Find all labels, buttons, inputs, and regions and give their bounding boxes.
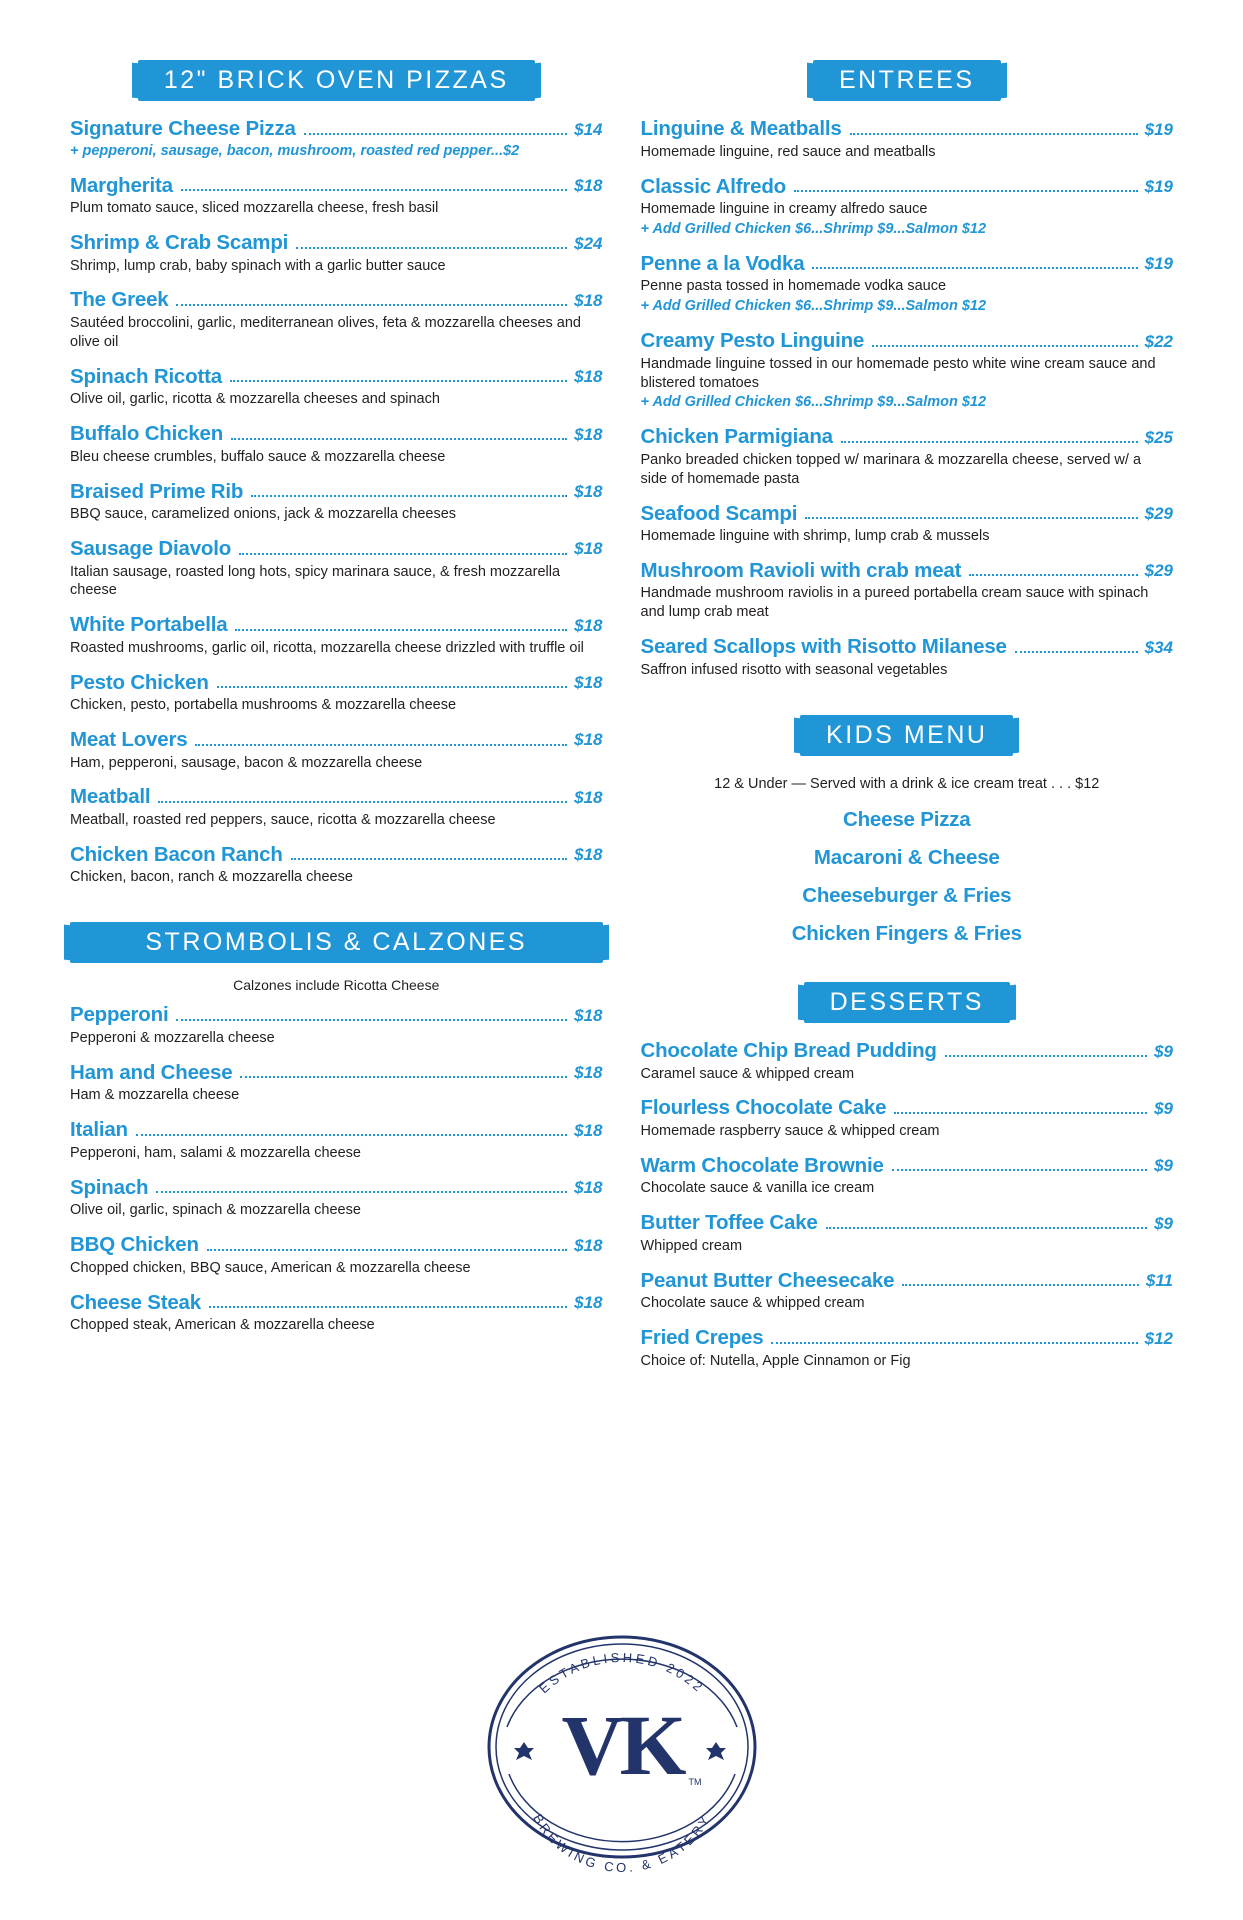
menu-item bbox=[641, 252, 1174, 316]
menu-item-price: $18 bbox=[574, 539, 603, 559]
menu-item-price: $9 bbox=[1154, 1041, 1173, 1061]
menu-item-name: Flourless Chocolate Cake bbox=[640, 1096, 887, 1120]
menu-item-description: Penne pasta tossed in homemade vodka sauce bbox=[640, 278, 947, 295]
kids-menu-item: Cheeseburger & Fries bbox=[802, 883, 1012, 907]
menu-item-name: Butter Toffee Cake bbox=[640, 1211, 818, 1235]
kids-menu-note: 12 & Under — Served with a drink & ice cream treat . . . $12 bbox=[714, 775, 1100, 792]
leader-dots bbox=[156, 1190, 567, 1193]
menu-item-price: $18 bbox=[574, 730, 603, 750]
leader-dots bbox=[240, 1075, 567, 1078]
menu-item bbox=[70, 671, 603, 715]
menu-item-addons: + Add Grilled Chicken $6...Shrimp $9...Salmon $12 bbox=[640, 298, 987, 315]
star-icon bbox=[706, 1742, 726, 1760]
menu-item-price: $18 bbox=[574, 1005, 603, 1025]
menu-item-head bbox=[70, 671, 603, 695]
logo-established-text: ESTABLISHED 2022 bbox=[535, 1649, 708, 1697]
menu-item-description: Ham & mozzarella cheese bbox=[70, 1087, 240, 1104]
menu-item-price: $18 bbox=[574, 367, 603, 387]
leader-dots bbox=[812, 266, 1137, 269]
menu-item-price: $25 bbox=[1144, 427, 1173, 447]
leader-dots bbox=[235, 628, 567, 631]
entrees-banner-wrap bbox=[641, 60, 1174, 111]
menu-item bbox=[70, 422, 603, 466]
logo-monogram: VK bbox=[561, 1697, 682, 1793]
leader-dots bbox=[217, 685, 567, 688]
menu-item-head bbox=[641, 1096, 1174, 1120]
menu-item-name: Braised Prime Rib bbox=[70, 479, 244, 503]
menu-item bbox=[70, 613, 603, 657]
menu-item-head bbox=[70, 785, 603, 809]
kids-menu-item: Chicken Fingers & Fries bbox=[791, 921, 1022, 945]
menu-item-name: Signature Cheese Pizza bbox=[70, 117, 296, 141]
menu-item-description: Sautéed broccolini, garlic, mediterranean olives, feta & mozzarella cheeses and olive oil bbox=[70, 315, 581, 350]
menu-item-name: Sausage Diavolo bbox=[70, 536, 232, 560]
menu-item-description: Italian sausage, roasted long hots, spicy marinara sauce, & fresh mozzarella cheese bbox=[70, 563, 561, 599]
star-icon bbox=[514, 1742, 534, 1760]
leader-dots bbox=[251, 494, 567, 497]
menu-item-head bbox=[70, 422, 603, 446]
menu-item-head bbox=[641, 117, 1174, 141]
menu-item-head bbox=[641, 1039, 1174, 1063]
menu-item bbox=[70, 1233, 603, 1277]
menu-item-description: Handmade mushroom raviolis in a pureed portabella cream sauce with spinach and lump crab meat bbox=[640, 585, 1149, 621]
menu-item-head bbox=[70, 1061, 603, 1085]
menu-item-name: Chicken Parmigiana bbox=[640, 425, 833, 449]
menu-item bbox=[641, 559, 1174, 622]
menu-item-description: Panko breaded chicken topped w/ marinara & mozzarella cheese, served w/ a side of homemade pasta bbox=[640, 451, 1142, 487]
menu-item-name: Meat Lovers bbox=[70, 728, 188, 751]
menu-item-description: Homemade raspberry sauce & whipped cream bbox=[640, 1123, 940, 1140]
stromboli-items bbox=[70, 1003, 603, 1334]
menu-item-price: $9 bbox=[1154, 1156, 1173, 1176]
dessert-items bbox=[641, 1039, 1174, 1370]
menu-item-price: $29 bbox=[1144, 561, 1173, 581]
menu-item-description: Roasted mushrooms, garlic oil, ricotta, mozzarella cheese drizzled with truffle oil bbox=[70, 639, 584, 656]
menu-item-description: Handmade linguine tossed in our homemade pesto white wine cream sauce and blistered tomatoes bbox=[640, 355, 1156, 391]
section-header-pizzas: 12" BRICK OVEN PIZZAS bbox=[138, 60, 535, 101]
menu-item-price: $19 bbox=[1144, 119, 1173, 139]
kids-menu-item: Cheese Pizza bbox=[843, 807, 971, 831]
menu-item bbox=[641, 635, 1174, 679]
leader-dots bbox=[805, 516, 1137, 519]
leader-dots bbox=[771, 1341, 1137, 1344]
menu-item bbox=[70, 480, 603, 524]
spacer bbox=[641, 960, 1174, 982]
menu-item-name: Margherita bbox=[70, 173, 173, 197]
menu-item-description: Olive oil, garlic, ricotta & mozzarella cheeses and spinach bbox=[70, 391, 440, 408]
menu-item-price: $18 bbox=[574, 845, 603, 865]
menu-item bbox=[641, 1326, 1174, 1370]
menu-item-price: $18 bbox=[574, 615, 603, 635]
leader-dots bbox=[794, 189, 1138, 192]
menu-item-head bbox=[641, 329, 1174, 353]
menu-item-price: $18 bbox=[574, 290, 603, 310]
leader-dots bbox=[296, 246, 567, 249]
leader-dots bbox=[969, 573, 1137, 576]
menu-item-head bbox=[70, 728, 603, 752]
left-column bbox=[70, 60, 603, 1384]
menu-item-head bbox=[641, 1154, 1174, 1178]
leader-dots bbox=[176, 1018, 567, 1021]
menu-item-price: $18 bbox=[574, 424, 603, 444]
menu-item-name: The Greek bbox=[70, 288, 169, 312]
kids-items bbox=[641, 808, 1174, 946]
leader-dots bbox=[850, 132, 1138, 135]
menu-item bbox=[70, 728, 603, 772]
leader-dots bbox=[231, 437, 567, 440]
menu-item-head bbox=[70, 537, 603, 561]
leader-dots bbox=[239, 552, 567, 555]
menu-item-head bbox=[70, 480, 603, 504]
menu-item bbox=[641, 425, 1174, 488]
menu-item-head bbox=[70, 613, 603, 637]
menu-item-description: Chocolate sauce & vanilla ice cream bbox=[640, 1180, 875, 1197]
menu-item-name: Classic Alfredo bbox=[640, 174, 786, 198]
menu-item-head bbox=[641, 1211, 1174, 1235]
logo-svg bbox=[477, 1622, 767, 1872]
menu-item-description: Chicken, pesto, portabella mushrooms & mozzarella cheese bbox=[70, 697, 457, 714]
section-header-strombolis: STROMBOLIS & CALZONES bbox=[70, 922, 603, 963]
right-column bbox=[641, 60, 1174, 1384]
leader-dots bbox=[176, 303, 567, 306]
menu-item-name: White Portabella bbox=[70, 613, 228, 637]
menu-item bbox=[70, 1118, 603, 1162]
menu-item-head bbox=[70, 288, 603, 312]
menu-item-description: Saffron infused risotto with seasonal vegetables bbox=[640, 661, 948, 678]
menu-item bbox=[70, 1291, 603, 1335]
menu-item bbox=[641, 1039, 1174, 1083]
menu-item bbox=[70, 231, 603, 275]
menu-item bbox=[70, 174, 603, 218]
menu-item-description: Homemade linguine in creamy alfredo sauce bbox=[640, 201, 928, 218]
leader-dots bbox=[195, 743, 567, 746]
menu-item-addons: + pepperoni, sausage, bacon, mushroom, roasted red pepper...$2 bbox=[70, 142, 520, 159]
menu-item-description: Whipped cream bbox=[640, 1237, 743, 1254]
menu-item-price: $19 bbox=[1144, 177, 1173, 197]
menu-item-name: Seafood Scampi bbox=[640, 501, 798, 525]
menu-item-description: Choice of: Nutella, Apple Cinnamon or Fig bbox=[640, 1352, 911, 1369]
vk-brewing-logo bbox=[477, 1622, 767, 1872]
menu-item-name: BBQ Chicken bbox=[70, 1233, 199, 1257]
menu-item-head bbox=[641, 502, 1174, 526]
menu-item-addons: + Add Grilled Chicken $6...Shrimp $9...Salmon $12 bbox=[640, 221, 987, 238]
menu-item bbox=[641, 1211, 1174, 1255]
leader-dots bbox=[158, 800, 567, 803]
leader-dots bbox=[872, 344, 1137, 347]
menu-item bbox=[70, 1003, 603, 1047]
leader-dots bbox=[181, 188, 567, 191]
leader-dots bbox=[826, 1226, 1147, 1229]
menu-item-description: Plum tomato sauce, sliced mozzarella cheese, fresh basil bbox=[70, 200, 439, 217]
menu-item-name: Chicken Bacon Ranch bbox=[70, 842, 283, 866]
menu-item-price: $34 bbox=[1144, 637, 1173, 657]
menu-item bbox=[70, 117, 603, 160]
menu-item-description: Chopped chicken, BBQ sauce, American & mozzarella cheese bbox=[70, 1259, 471, 1276]
menu-item-head bbox=[70, 1176, 603, 1200]
menu-item-description: Shrimp, lump crab, baby spinach with a garlic butter sauce bbox=[70, 257, 446, 274]
menu-item bbox=[641, 1154, 1174, 1198]
menu-item-description: Ham, pepperoni, sausage, bacon & mozzarella cheese bbox=[70, 754, 423, 771]
menu-item-name: Fried Crepes bbox=[640, 1326, 764, 1350]
spacer bbox=[641, 693, 1174, 715]
menu-item-head bbox=[70, 1118, 603, 1142]
menu-item-description: Caramel sauce & whipped cream bbox=[640, 1065, 855, 1082]
strombolis-note: Calzones include Ricotta Cheese bbox=[233, 977, 440, 994]
menu-item bbox=[70, 1176, 603, 1220]
menu-item-price: $18 bbox=[574, 1120, 603, 1140]
strombolis-banner-wrap bbox=[70, 922, 603, 973]
menu-item-description: Chocolate sauce & whipped cream bbox=[640, 1295, 865, 1312]
menu-item-price: $29 bbox=[1144, 503, 1173, 523]
leader-dots bbox=[136, 1133, 567, 1136]
menu-item-name: Spinach Ricotta bbox=[70, 364, 222, 388]
menu-item-price: $9 bbox=[1154, 1213, 1173, 1233]
leader-dots bbox=[894, 1111, 1147, 1114]
menu-item-head bbox=[641, 559, 1174, 583]
menu-item-addons: + Add Grilled Chicken $6...Shrimp $9...Salmon $12 bbox=[640, 394, 987, 411]
entree-items bbox=[641, 117, 1174, 679]
menu-item-description: BBQ sauce, caramelized onions, jack & mozzarella cheeses bbox=[70, 506, 457, 523]
leader-dots bbox=[945, 1054, 1147, 1057]
menu-item-name: Linguine & Meatballs bbox=[640, 117, 842, 141]
leader-dots bbox=[841, 440, 1138, 443]
menu-item-name: Penne a la Vodka bbox=[640, 251, 805, 275]
pizzas-banner-wrap bbox=[70, 60, 603, 111]
menu-item-description: Olive oil, garlic, spinach & mozzarella cheese bbox=[70, 1202, 361, 1219]
menu-item-description: Chopped steak, American & mozzarella cheese bbox=[70, 1317, 375, 1334]
menu-item-name: Creamy Pesto Linguine bbox=[640, 329, 865, 353]
menu-item-name: Meatball bbox=[70, 785, 151, 809]
menu-item bbox=[70, 288, 603, 351]
pizza-items bbox=[70, 117, 603, 887]
menu-item-name: Pepperoni bbox=[70, 1003, 169, 1027]
section-header-desserts: DESSERTS bbox=[804, 982, 1010, 1023]
menu-item-price: $18 bbox=[574, 1235, 603, 1255]
menu-item-price: $22 bbox=[1144, 331, 1173, 351]
menu-item-head bbox=[641, 635, 1174, 659]
menu-item-head bbox=[70, 1003, 603, 1027]
menu-item-name: Cheese Steak bbox=[70, 1290, 201, 1314]
menu-item-name: Warm Chocolate Brownie bbox=[640, 1153, 884, 1177]
menu-item-head bbox=[70, 231, 603, 255]
menu-item-price: $11 bbox=[1145, 1271, 1173, 1291]
menu-item-name: Italian bbox=[70, 1118, 128, 1142]
menu-item-price: $9 bbox=[1154, 1098, 1173, 1118]
menu-item-name: Mushroom Ravioli with crab meat bbox=[640, 558, 962, 582]
leader-dots bbox=[209, 1305, 567, 1308]
menu-item-price: $19 bbox=[1144, 254, 1173, 274]
menu-item-price: $18 bbox=[574, 482, 603, 501]
leader-dots bbox=[291, 857, 567, 860]
menu-item-price: $18 bbox=[574, 1178, 603, 1198]
leader-dots bbox=[230, 379, 567, 382]
menu-item-name: Shrimp & Crab Scampi bbox=[70, 231, 289, 255]
desserts-banner-wrap bbox=[641, 982, 1174, 1033]
menu-item-head bbox=[641, 425, 1174, 449]
menu-item-price: $12 bbox=[1144, 1328, 1173, 1348]
menu-item-head bbox=[70, 1233, 603, 1257]
menu-item-head bbox=[70, 117, 603, 141]
menu-item-description: Homemade linguine, red sauce and meatballs bbox=[640, 143, 936, 160]
menu-item bbox=[641, 175, 1174, 239]
menu-item-description: Bleu cheese crumbles, buffalo sauce & mozzarella cheese bbox=[70, 448, 446, 465]
spacer bbox=[70, 900, 603, 922]
leader-dots bbox=[304, 132, 567, 135]
menu-item-price: $18 bbox=[574, 787, 603, 807]
menu-item bbox=[641, 117, 1174, 161]
menu-item bbox=[70, 365, 603, 409]
menu-item bbox=[641, 502, 1174, 546]
menu-item-description: Chicken, bacon, ranch & mozzarella cheese bbox=[70, 869, 353, 886]
menu-item-description: Homemade linguine with shrimp, lump crab & mussels bbox=[640, 528, 990, 545]
menu-item-name: Ham and Cheese bbox=[70, 1060, 233, 1084]
kids-menu-item: Macaroni & Cheese bbox=[813, 845, 1000, 869]
menu-item-price: $24 bbox=[574, 233, 603, 253]
menu-item-head bbox=[641, 252, 1174, 276]
menu-item-name: Peanut Butter Cheesecake bbox=[640, 1268, 895, 1292]
menu-item bbox=[641, 1096, 1174, 1140]
logo-bottom-text: BREWING CO. & EATERY bbox=[529, 1811, 714, 1872]
menu-item-name: Spinach bbox=[70, 1175, 149, 1199]
menu-item-name: Seared Scallops with Risotto Milanese bbox=[640, 635, 1007, 659]
leader-dots bbox=[1015, 650, 1138, 653]
leader-dots bbox=[892, 1168, 1147, 1171]
menu-item-description: Pepperoni, ham, salami & mozzarella cheese bbox=[70, 1144, 361, 1161]
menu-item-description: Pepperoni & mozzarella cheese bbox=[70, 1030, 275, 1047]
menu-item-name: Chocolate Chip Bread Pudding bbox=[640, 1039, 937, 1063]
menu-item bbox=[641, 329, 1174, 412]
menu-item bbox=[70, 537, 603, 600]
menu-item-price: $18 bbox=[574, 1063, 603, 1083]
kids-banner-wrap bbox=[641, 715, 1174, 766]
brand-logo-area bbox=[0, 1622, 1243, 1872]
menu-item-head bbox=[70, 365, 603, 389]
section-header-entrees: ENTREES bbox=[813, 60, 1001, 101]
menu-columns bbox=[70, 60, 1173, 1384]
section-header-kids: KIDS MENU bbox=[800, 715, 1013, 756]
menu-item-price: $18 bbox=[574, 1292, 603, 1312]
menu-item-head bbox=[641, 1269, 1174, 1293]
menu-item-head bbox=[641, 1326, 1174, 1350]
leader-dots bbox=[207, 1248, 567, 1251]
menu-item-price: $18 bbox=[574, 176, 603, 196]
menu-item-head bbox=[70, 1291, 603, 1315]
menu-item bbox=[70, 843, 603, 887]
logo-trademark: TM bbox=[688, 1777, 701, 1787]
menu-item bbox=[641, 1269, 1174, 1313]
menu-item-head bbox=[70, 174, 603, 198]
menu-item-description: Meatball, roasted red peppers, sauce, ricotta & mozzarella cheese bbox=[70, 811, 496, 828]
menu-item bbox=[70, 785, 603, 829]
menu-item-name: Pesto Chicken bbox=[70, 670, 209, 694]
leader-dots bbox=[902, 1283, 1139, 1286]
menu-item-head bbox=[641, 175, 1174, 199]
menu-item-head bbox=[70, 843, 603, 867]
menu-item-price: $14 bbox=[574, 119, 603, 139]
menu-item-price: $18 bbox=[574, 673, 603, 693]
menu-item bbox=[70, 1061, 603, 1105]
menu-item-name: Buffalo Chicken bbox=[70, 422, 224, 446]
